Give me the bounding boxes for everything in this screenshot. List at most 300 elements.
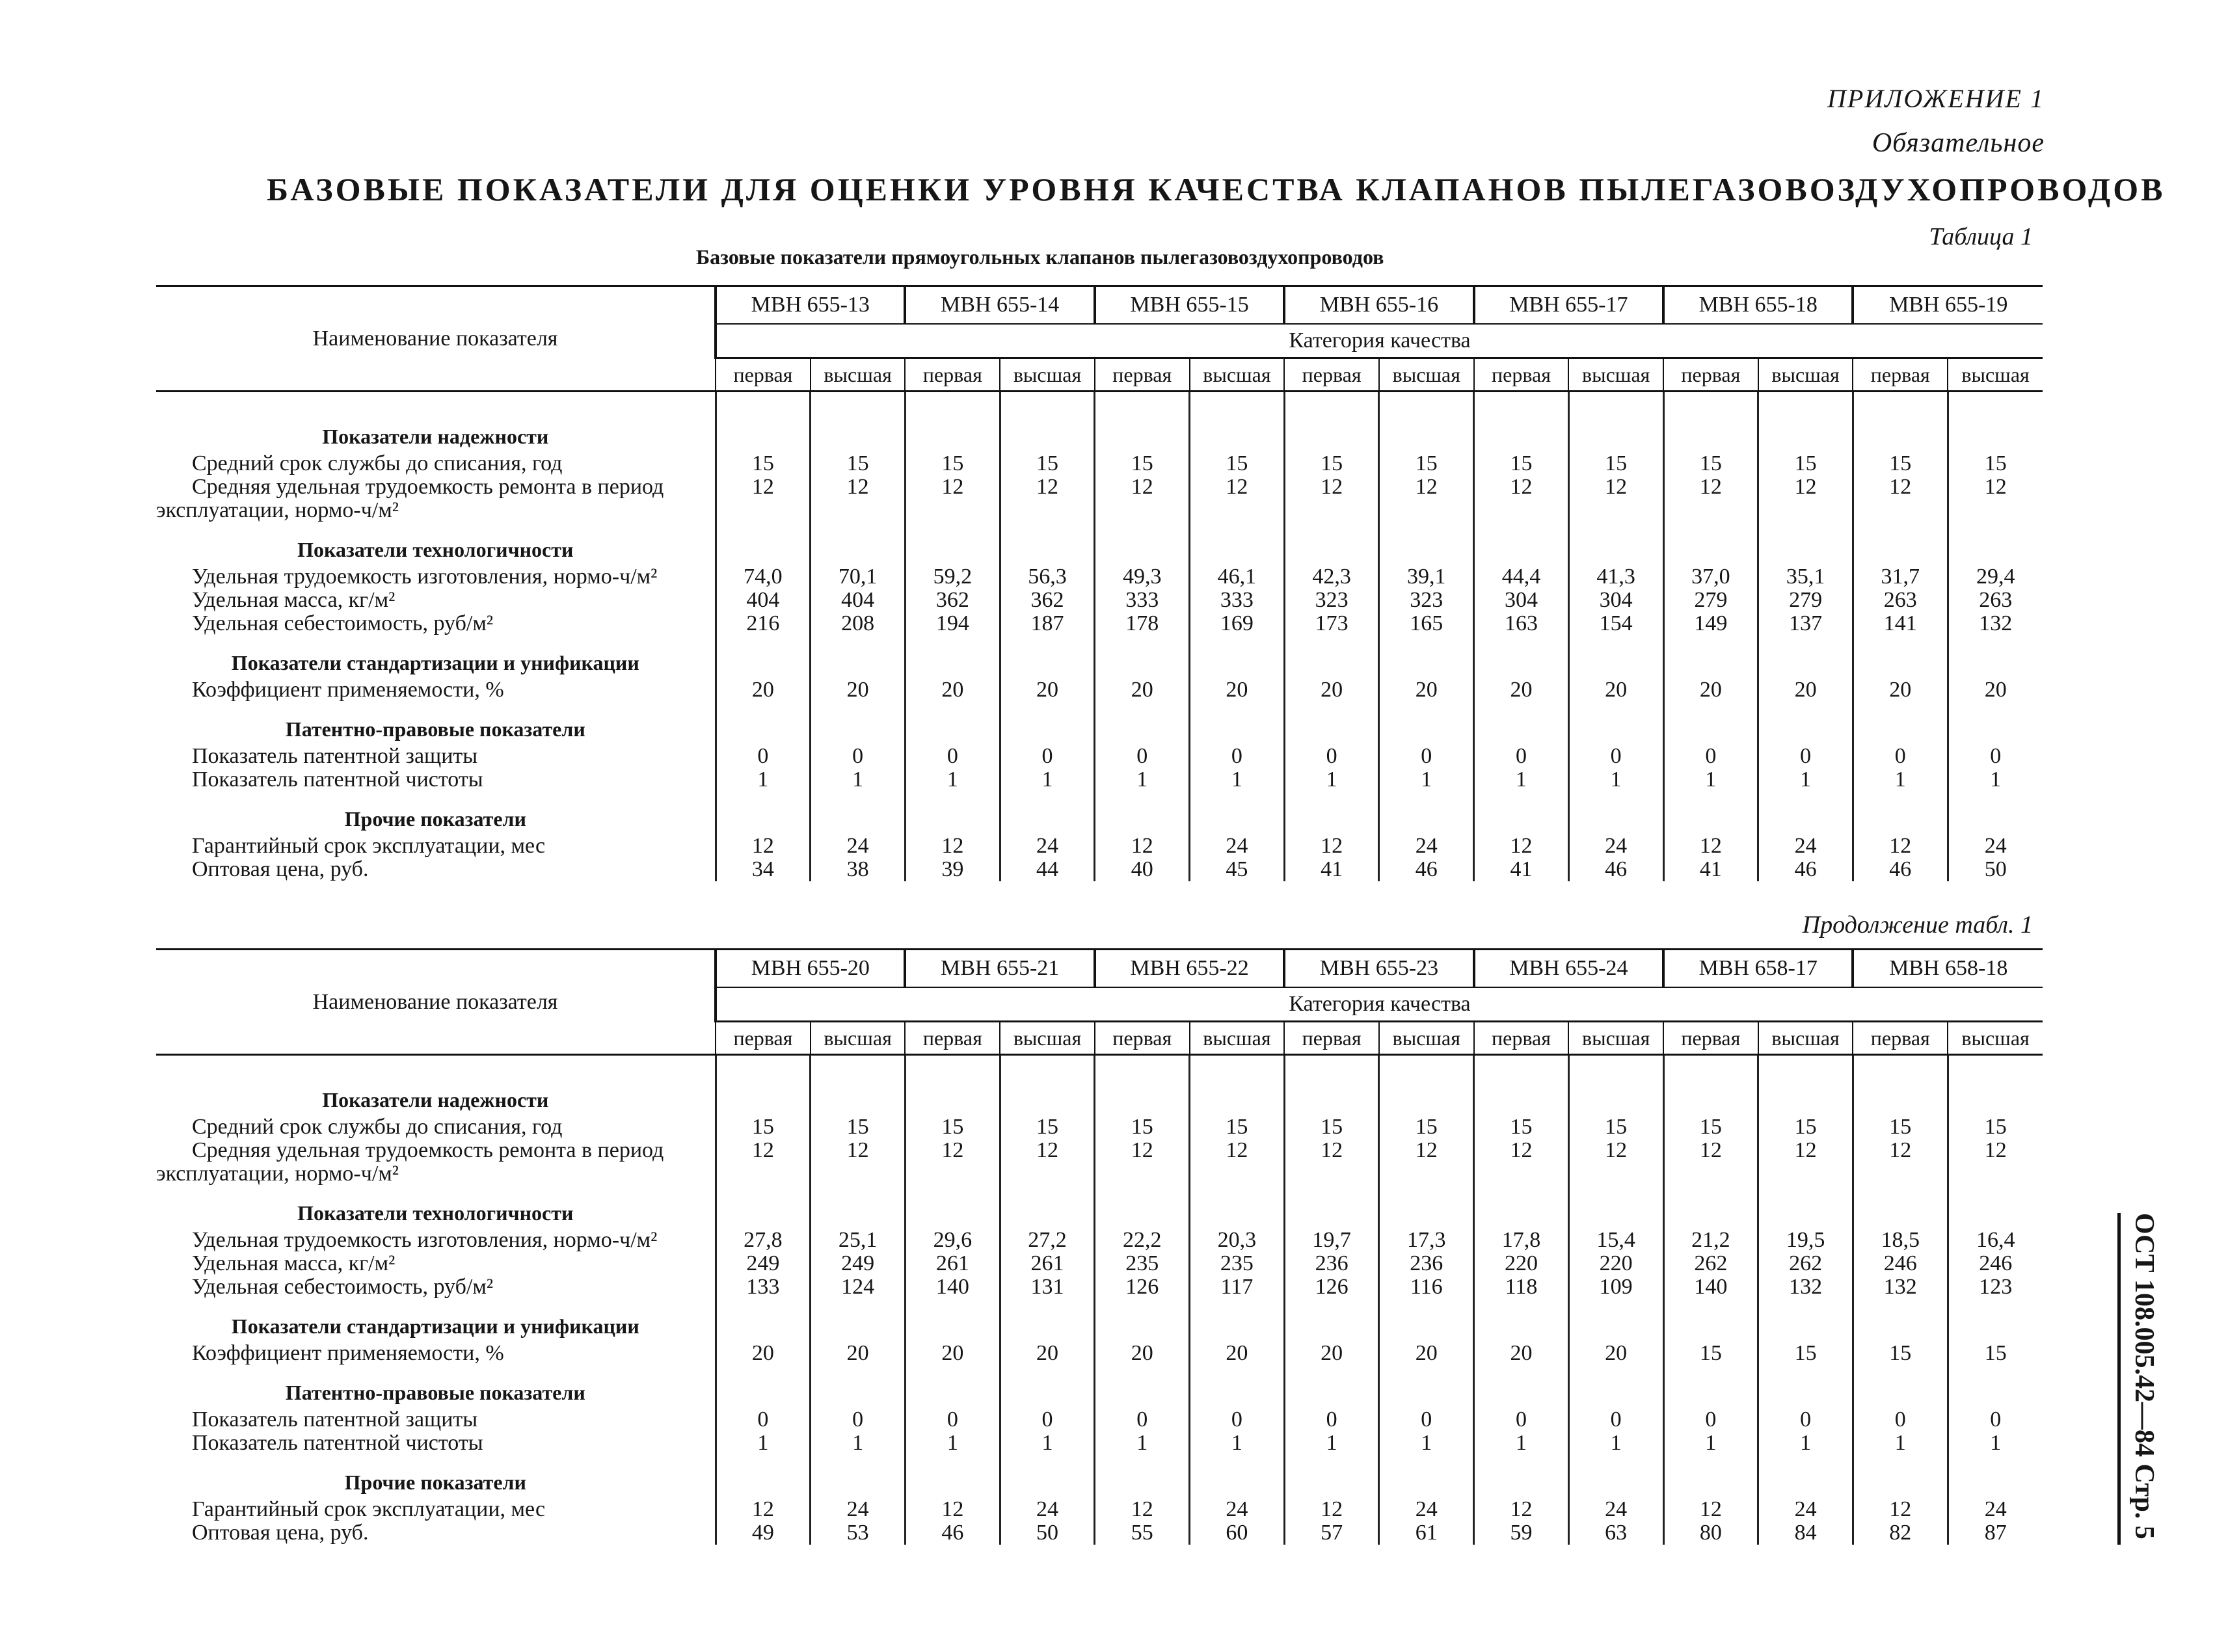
value-cell: 1	[1568, 1432, 1663, 1455]
grade-first-header: первая	[1853, 1022, 1948, 1055]
table-row	[156, 1115, 2043, 1139]
document-title: БАЗОВЫЕ ПОКАЗАТЕЛИ ДЛЯ ОЦЕНКИ УРОВНЯ КАЧЕСТВА КЛАПАНОВ ПЫЛЕГАЗОВОЗДУХОПРОВОДОВ	[267, 171, 2166, 207]
table-row	[156, 1408, 2043, 1432]
value-cell: 15	[1758, 452, 1853, 475]
value-cell: 1	[1000, 1432, 1095, 1455]
table-continuation	[156, 948, 2043, 1545]
model-header: МВН 655-23	[1284, 950, 1473, 988]
value-cell: 12	[1095, 834, 1190, 858]
value-cell: 236	[1284, 1252, 1379, 1275]
value-cell: 0	[1568, 1408, 1663, 1432]
value-cell: 19,7	[1284, 1229, 1379, 1252]
value-cell: 15	[811, 1115, 906, 1139]
row-label: Показатель патентной защиты	[192, 1407, 478, 1432]
value-cell: 1	[1190, 768, 1285, 792]
model-header: МВН 655-22	[1095, 950, 1284, 988]
table-label: Таблица 1	[1929, 223, 2033, 250]
value-cell: 20	[1758, 678, 1853, 702]
value-cell: 15	[1379, 1115, 1474, 1139]
value-cell: 24	[1379, 834, 1474, 858]
table-row	[156, 1252, 2043, 1275]
value-cell: 1	[905, 768, 1000, 792]
row-label: Удельная масса, кг/м²	[192, 1251, 396, 1275]
table-row	[156, 1275, 2043, 1299]
grade-first-header: первая	[1095, 1022, 1190, 1055]
value-cell: 12	[905, 834, 1000, 858]
document-code: ОСТ 108.005.42—84 Стр. 5	[2129, 1213, 2159, 1539]
row-label: Удельная себестоимость, руб/м²	[192, 611, 494, 635]
value-cell: 15	[1190, 452, 1285, 475]
model-header: МВН 655-21	[905, 950, 1094, 988]
value-cell: 40	[1095, 858, 1190, 881]
value-cell: 1	[1379, 768, 1474, 792]
value-cell: 263	[1948, 589, 2043, 612]
value-cell: 1	[1095, 1432, 1190, 1455]
value-cell: 20	[811, 678, 906, 702]
value-cell: 15	[1284, 452, 1379, 475]
value-cell: 12	[1000, 1139, 1095, 1186]
value-cell: 25,1	[811, 1229, 906, 1252]
value-cell: 12	[1474, 475, 1569, 522]
row-label: Гарантийный срок эксплуатации, мес	[192, 1497, 546, 1521]
value-cell: 12	[716, 475, 811, 522]
value-cell: 20	[1284, 1342, 1379, 1365]
value-cell: 0	[811, 1408, 906, 1432]
table-row	[156, 1229, 2043, 1252]
value-cell: 1	[1474, 768, 1569, 792]
grade-highest-header: высшая	[1190, 1022, 1285, 1055]
value-cell: 50	[1948, 858, 2043, 881]
value-cell: 18,5	[1853, 1229, 1948, 1252]
value-cell: 20	[1379, 678, 1474, 702]
value-cell: 304	[1568, 589, 1663, 612]
value-cell: 12	[1379, 1139, 1474, 1186]
value-cell: 0	[1379, 1408, 1474, 1432]
value-cell: 46	[1853, 858, 1948, 881]
value-cell: 235	[1095, 1252, 1190, 1275]
table-caption: Базовые показатели прямоугольных клапанов пылегазовоздухопроводов	[696, 245, 1384, 269]
value-cell: 249	[811, 1252, 906, 1275]
grade-highest-header: высшая	[1379, 1022, 1474, 1055]
grade-highest-header: высшая	[811, 358, 906, 392]
value-cell: 0	[716, 1408, 811, 1432]
row-label: Оптовая цена, руб.	[192, 857, 369, 881]
model-header: МВН 655-16	[1284, 286, 1473, 325]
grade-first-header: первая	[905, 1022, 1000, 1055]
value-cell: 262	[1663, 1252, 1758, 1275]
value-cell: 24	[1000, 1498, 1095, 1521]
value-cell: 123	[1948, 1275, 2043, 1299]
value-cell: 20	[1095, 1342, 1190, 1365]
value-cell: 0	[1663, 745, 1758, 768]
value-cell: 0	[1758, 745, 1853, 768]
value-cell: 178	[1095, 612, 1190, 635]
value-cell: 12	[1474, 834, 1569, 858]
value-cell: 20	[716, 678, 811, 702]
value-cell: 246	[1948, 1252, 2043, 1275]
value-cell: 235	[1190, 1252, 1285, 1275]
value-cell: 1	[1379, 1432, 1474, 1455]
value-cell: 12	[811, 475, 906, 522]
table-row	[156, 1342, 2043, 1365]
model-header: МВН 655-20	[716, 950, 905, 988]
value-cell: 84	[1758, 1521, 1853, 1545]
value-cell: 12	[1663, 1139, 1758, 1186]
value-cell: 154	[1568, 612, 1663, 635]
value-cell: 12	[1284, 475, 1379, 522]
value-cell: 15	[1474, 452, 1569, 475]
value-cell: 12	[1663, 475, 1758, 522]
value-cell: 0	[1853, 745, 1948, 768]
value-cell: 46	[905, 1521, 1000, 1545]
value-cell: 17,3	[1379, 1229, 1474, 1252]
value-cell: 12	[905, 1498, 1000, 1521]
table-row	[156, 1521, 2043, 1545]
value-cell: 20	[1190, 1342, 1285, 1365]
value-cell: 236	[1379, 1252, 1474, 1275]
model-header: МВН 655-24	[1474, 950, 1663, 988]
value-cell: 38	[811, 858, 906, 881]
table-row	[156, 1432, 2043, 1455]
value-cell: 0	[905, 1408, 1000, 1432]
value-cell: 0	[1379, 745, 1474, 768]
value-cell: 20	[1000, 678, 1095, 702]
value-cell: 20	[1948, 678, 2043, 702]
value-cell: 118	[1474, 1275, 1569, 1299]
value-cell: 20	[1284, 678, 1379, 702]
value-cell: 24	[1568, 1498, 1663, 1521]
model-header: МВН 655-13	[716, 286, 905, 325]
value-cell: 1	[1758, 1432, 1853, 1455]
value-cell: 194	[905, 612, 1000, 635]
model-header: МВН 658-17	[1663, 950, 1853, 988]
value-cell: 15	[1663, 1115, 1758, 1139]
value-cell: 15	[1284, 1115, 1379, 1139]
row-label: Средний срок службы до списания, год	[192, 451, 563, 475]
grade-first-header: первая	[905, 358, 1000, 392]
value-cell: 12	[1853, 1139, 1948, 1186]
grade-first-header: первая	[1663, 358, 1758, 392]
value-cell: 362	[905, 589, 1000, 612]
value-cell: 44,4	[1474, 565, 1569, 589]
value-cell: 117	[1190, 1275, 1285, 1299]
value-cell: 20	[1853, 678, 1948, 702]
grade-first-header: первая	[1474, 1022, 1569, 1055]
value-cell: 1	[1853, 768, 1948, 792]
table-row	[156, 475, 2043, 522]
value-cell: 74,0	[716, 565, 811, 589]
value-cell: 24	[1568, 834, 1663, 858]
value-cell: 1	[811, 768, 906, 792]
row-label: Оптовая цена, руб.	[192, 1521, 369, 1545]
value-cell: 15	[1095, 1115, 1190, 1139]
value-cell: 12	[1853, 475, 1948, 522]
value-cell: 22,2	[1095, 1229, 1190, 1252]
value-cell: 39	[905, 858, 1000, 881]
grade-highest-header: высшая	[811, 1022, 906, 1055]
value-cell: 20	[1474, 678, 1569, 702]
value-cell: 39,1	[1379, 565, 1474, 589]
value-cell: 24	[1948, 1498, 2043, 1521]
value-cell: 82	[1853, 1521, 1948, 1545]
value-cell: 20	[1190, 678, 1285, 702]
value-cell: 27,8	[716, 1229, 811, 1252]
value-cell: 323	[1379, 589, 1474, 612]
row-label: Удельная себестоимость, руб/м²	[192, 1275, 494, 1299]
value-cell: 12	[1284, 1498, 1379, 1521]
value-cell: 12	[905, 1139, 1000, 1186]
value-cell: 20	[905, 678, 1000, 702]
value-cell: 15	[1568, 452, 1663, 475]
section-heading: Прочие показатели	[344, 807, 526, 831]
value-cell: 1	[716, 1432, 811, 1455]
value-cell: 12	[1284, 834, 1379, 858]
grade-highest-header: высшая	[1568, 1022, 1663, 1055]
grade-first-header: первая	[716, 1022, 811, 1055]
value-cell: 15	[1663, 452, 1758, 475]
value-cell: 24	[1000, 834, 1095, 858]
value-cell: 56,3	[1000, 565, 1095, 589]
model-header: МВН 655-17	[1474, 286, 1663, 325]
value-cell: 15,4	[1568, 1229, 1663, 1252]
value-cell: 1	[1474, 1432, 1569, 1455]
grade-highest-header: высшая	[1758, 1022, 1853, 1055]
value-cell: 126	[1095, 1275, 1190, 1299]
grade-highest-header: высшая	[1758, 358, 1853, 392]
value-cell: 165	[1379, 612, 1474, 635]
value-cell: 15	[1948, 452, 2043, 475]
value-cell: 24	[1758, 834, 1853, 858]
value-cell: 46	[1379, 858, 1474, 881]
grade-first-header: первая	[1474, 358, 1569, 392]
value-cell: 0	[1284, 1408, 1379, 1432]
value-cell: 24	[811, 1498, 906, 1521]
value-cell: 1	[716, 768, 811, 792]
grade-first-header: первая	[716, 358, 811, 392]
value-cell: 12	[1758, 475, 1853, 522]
value-cell: 0	[1190, 1408, 1285, 1432]
value-cell: 15	[1379, 452, 1474, 475]
value-cell: 15	[1948, 1342, 2043, 1365]
value-cell: 0	[811, 745, 906, 768]
value-cell: 1	[905, 1432, 1000, 1455]
value-cell: 12	[1568, 475, 1663, 522]
grade-highest-header: высшая	[1948, 358, 2043, 392]
value-cell: 20	[1663, 678, 1758, 702]
section-heading: Показатели надежности	[322, 1088, 549, 1112]
row-label: Коэффициент применяемости, %	[192, 678, 504, 702]
value-cell: 15	[1000, 452, 1095, 475]
value-cell: 20	[1474, 1342, 1569, 1365]
value-cell: 15	[1474, 1115, 1569, 1139]
table-row	[156, 612, 2043, 635]
value-cell: 323	[1284, 589, 1379, 612]
row-label: Средняя удельная трудоемкость ремонта в период эксплуатации, нормо-ч/м²	[156, 475, 664, 522]
value-cell: 116	[1379, 1275, 1474, 1299]
value-cell: 24	[1379, 1498, 1474, 1521]
grade-highest-header: высшая	[1000, 358, 1095, 392]
value-cell: 24	[1948, 834, 2043, 858]
value-cell: 87	[1948, 1521, 2043, 1545]
value-cell: 0	[1000, 1408, 1095, 1432]
value-cell: 404	[716, 589, 811, 612]
grade-first-header: первая	[1284, 358, 1379, 392]
value-cell: 31,7	[1853, 565, 1948, 589]
section-heading: Патентно-правовые показатели	[285, 1381, 585, 1404]
value-cell: 249	[716, 1252, 811, 1275]
value-cell: 12	[1474, 1139, 1569, 1186]
value-cell: 20	[1379, 1342, 1474, 1365]
table-row	[156, 452, 2043, 475]
row-label: Удельная трудоемкость изготовления, нормо-ч/м²	[192, 1228, 658, 1252]
table-row	[156, 1139, 2043, 1186]
value-cell: 41	[1284, 858, 1379, 881]
value-cell: 35,1	[1758, 565, 1853, 589]
value-cell: 41	[1663, 858, 1758, 881]
table-row	[156, 1498, 2043, 1521]
value-cell: 24	[1190, 1498, 1285, 1521]
value-cell: 279	[1663, 589, 1758, 612]
value-cell: 132	[1853, 1275, 1948, 1299]
value-cell: 12	[1853, 834, 1948, 858]
row-label: Показатель патентной защиты	[192, 744, 478, 768]
value-cell: 12	[1758, 1139, 1853, 1186]
value-cell: 1	[1568, 768, 1663, 792]
section-heading: Патентно-правовые показатели	[285, 717, 585, 741]
value-cell: 141	[1853, 612, 1948, 635]
value-cell: 21,2	[1663, 1229, 1758, 1252]
model-header: МВН 655-15	[1095, 286, 1284, 325]
value-cell: 0	[1758, 1408, 1853, 1432]
value-cell: 20	[1000, 1342, 1095, 1365]
value-cell: 46	[1568, 858, 1663, 881]
value-cell: 12	[1190, 475, 1285, 522]
value-cell: 20	[1568, 678, 1663, 702]
value-cell: 208	[811, 612, 906, 635]
value-cell: 15	[1663, 1342, 1758, 1365]
value-cell: 1	[1190, 1432, 1285, 1455]
value-cell: 20	[905, 1342, 1000, 1365]
value-cell: 137	[1758, 612, 1853, 635]
value-cell: 41	[1474, 858, 1569, 881]
value-cell: 173	[1284, 612, 1379, 635]
value-cell: 1	[811, 1432, 906, 1455]
value-cell: 17,8	[1474, 1229, 1569, 1252]
value-cell: 16,4	[1948, 1229, 2043, 1252]
value-cell: 24	[1190, 834, 1285, 858]
value-cell: 46	[1758, 858, 1853, 881]
value-cell: 12	[716, 834, 811, 858]
value-cell: 12	[1568, 1139, 1663, 1186]
section-heading: Показатели технологичности	[297, 538, 574, 561]
value-cell: 0	[905, 745, 1000, 768]
value-cell: 333	[1190, 589, 1285, 612]
value-cell: 133	[716, 1275, 811, 1299]
value-cell: 0	[1190, 745, 1285, 768]
value-cell: 44	[1000, 858, 1095, 881]
value-cell: 20,3	[1190, 1229, 1285, 1252]
value-cell: 46,1	[1190, 565, 1285, 589]
value-cell: 0	[1948, 1408, 2043, 1432]
value-cell: 80	[1663, 1521, 1758, 1545]
value-cell: 163	[1474, 612, 1569, 635]
section-heading: Показатели стандартизации и унификации	[231, 1314, 639, 1338]
model-header: МВН 658-18	[1853, 950, 2043, 988]
value-cell: 12	[716, 1498, 811, 1521]
appendix-status: Обязательное	[1872, 128, 2045, 158]
row-label: Удельная трудоемкость изготовления, нормо-ч/м²	[192, 565, 658, 589]
model-header: МВН 655-19	[1853, 286, 2043, 325]
grade-first-header: первая	[1095, 358, 1190, 392]
value-cell: 1	[1853, 1432, 1948, 1455]
value-cell: 124	[811, 1275, 906, 1299]
value-cell: 1	[1663, 1432, 1758, 1455]
value-cell: 12	[1853, 1498, 1948, 1521]
value-cell: 0	[1663, 1408, 1758, 1432]
value-cell: 12	[1095, 1498, 1190, 1521]
value-cell: 1	[1095, 768, 1190, 792]
section-heading: Показатели стандартизации и унификации	[231, 651, 639, 674]
value-cell: 12	[1284, 1139, 1379, 1186]
value-cell: 0	[1853, 1408, 1948, 1432]
value-cell: 37,0	[1663, 565, 1758, 589]
value-cell: 12	[1095, 475, 1190, 522]
value-cell: 59	[1474, 1521, 1569, 1545]
value-cell: 49,3	[1095, 565, 1190, 589]
value-cell: 12	[811, 1139, 906, 1186]
quality-category-header: Категория качества	[716, 324, 2043, 358]
value-cell: 12	[1474, 1498, 1569, 1521]
value-cell: 1	[1758, 768, 1853, 792]
value-cell: 29,4	[1948, 565, 2043, 589]
value-cell: 12	[1663, 1498, 1758, 1521]
row-label: Средний срок службы до списания, год	[192, 1115, 563, 1139]
value-cell: 12	[905, 475, 1000, 522]
value-cell: 12	[1095, 1139, 1190, 1186]
value-cell: 246	[1853, 1252, 1948, 1275]
value-cell: 0	[1474, 1408, 1569, 1432]
value-cell: 261	[1000, 1252, 1095, 1275]
value-cell: 0	[1000, 745, 1095, 768]
value-cell: 0	[1095, 1408, 1190, 1432]
value-cell: 220	[1474, 1252, 1569, 1275]
value-cell: 1	[1663, 768, 1758, 792]
value-cell: 19,5	[1758, 1229, 1853, 1252]
value-cell: 41,3	[1568, 565, 1663, 589]
value-cell: 59,2	[905, 565, 1000, 589]
value-cell: 15	[811, 452, 906, 475]
value-cell: 304	[1474, 589, 1569, 612]
value-cell: 15	[905, 1115, 1000, 1139]
value-cell: 109	[1568, 1275, 1663, 1299]
section-heading: Показатели надежности	[322, 425, 549, 448]
value-cell: 140	[905, 1275, 1000, 1299]
value-cell: 261	[905, 1252, 1000, 1275]
value-cell: 24	[811, 834, 906, 858]
row-label: Показатель патентной чистоты	[192, 767, 483, 792]
grade-first-header: первая	[1853, 358, 1948, 392]
value-cell: 60	[1190, 1521, 1285, 1545]
value-cell: 15	[1853, 1342, 1948, 1365]
column-header-name: Наименование показателя	[156, 950, 716, 1055]
value-cell: 12	[1000, 475, 1095, 522]
value-cell: 49	[716, 1521, 811, 1545]
value-cell: 15	[1758, 1115, 1853, 1139]
value-cell: 263	[1853, 589, 1948, 612]
grade-first-header: первая	[1284, 1022, 1379, 1055]
value-cell: 15	[716, 1115, 811, 1139]
value-cell: 132	[1948, 612, 2043, 635]
